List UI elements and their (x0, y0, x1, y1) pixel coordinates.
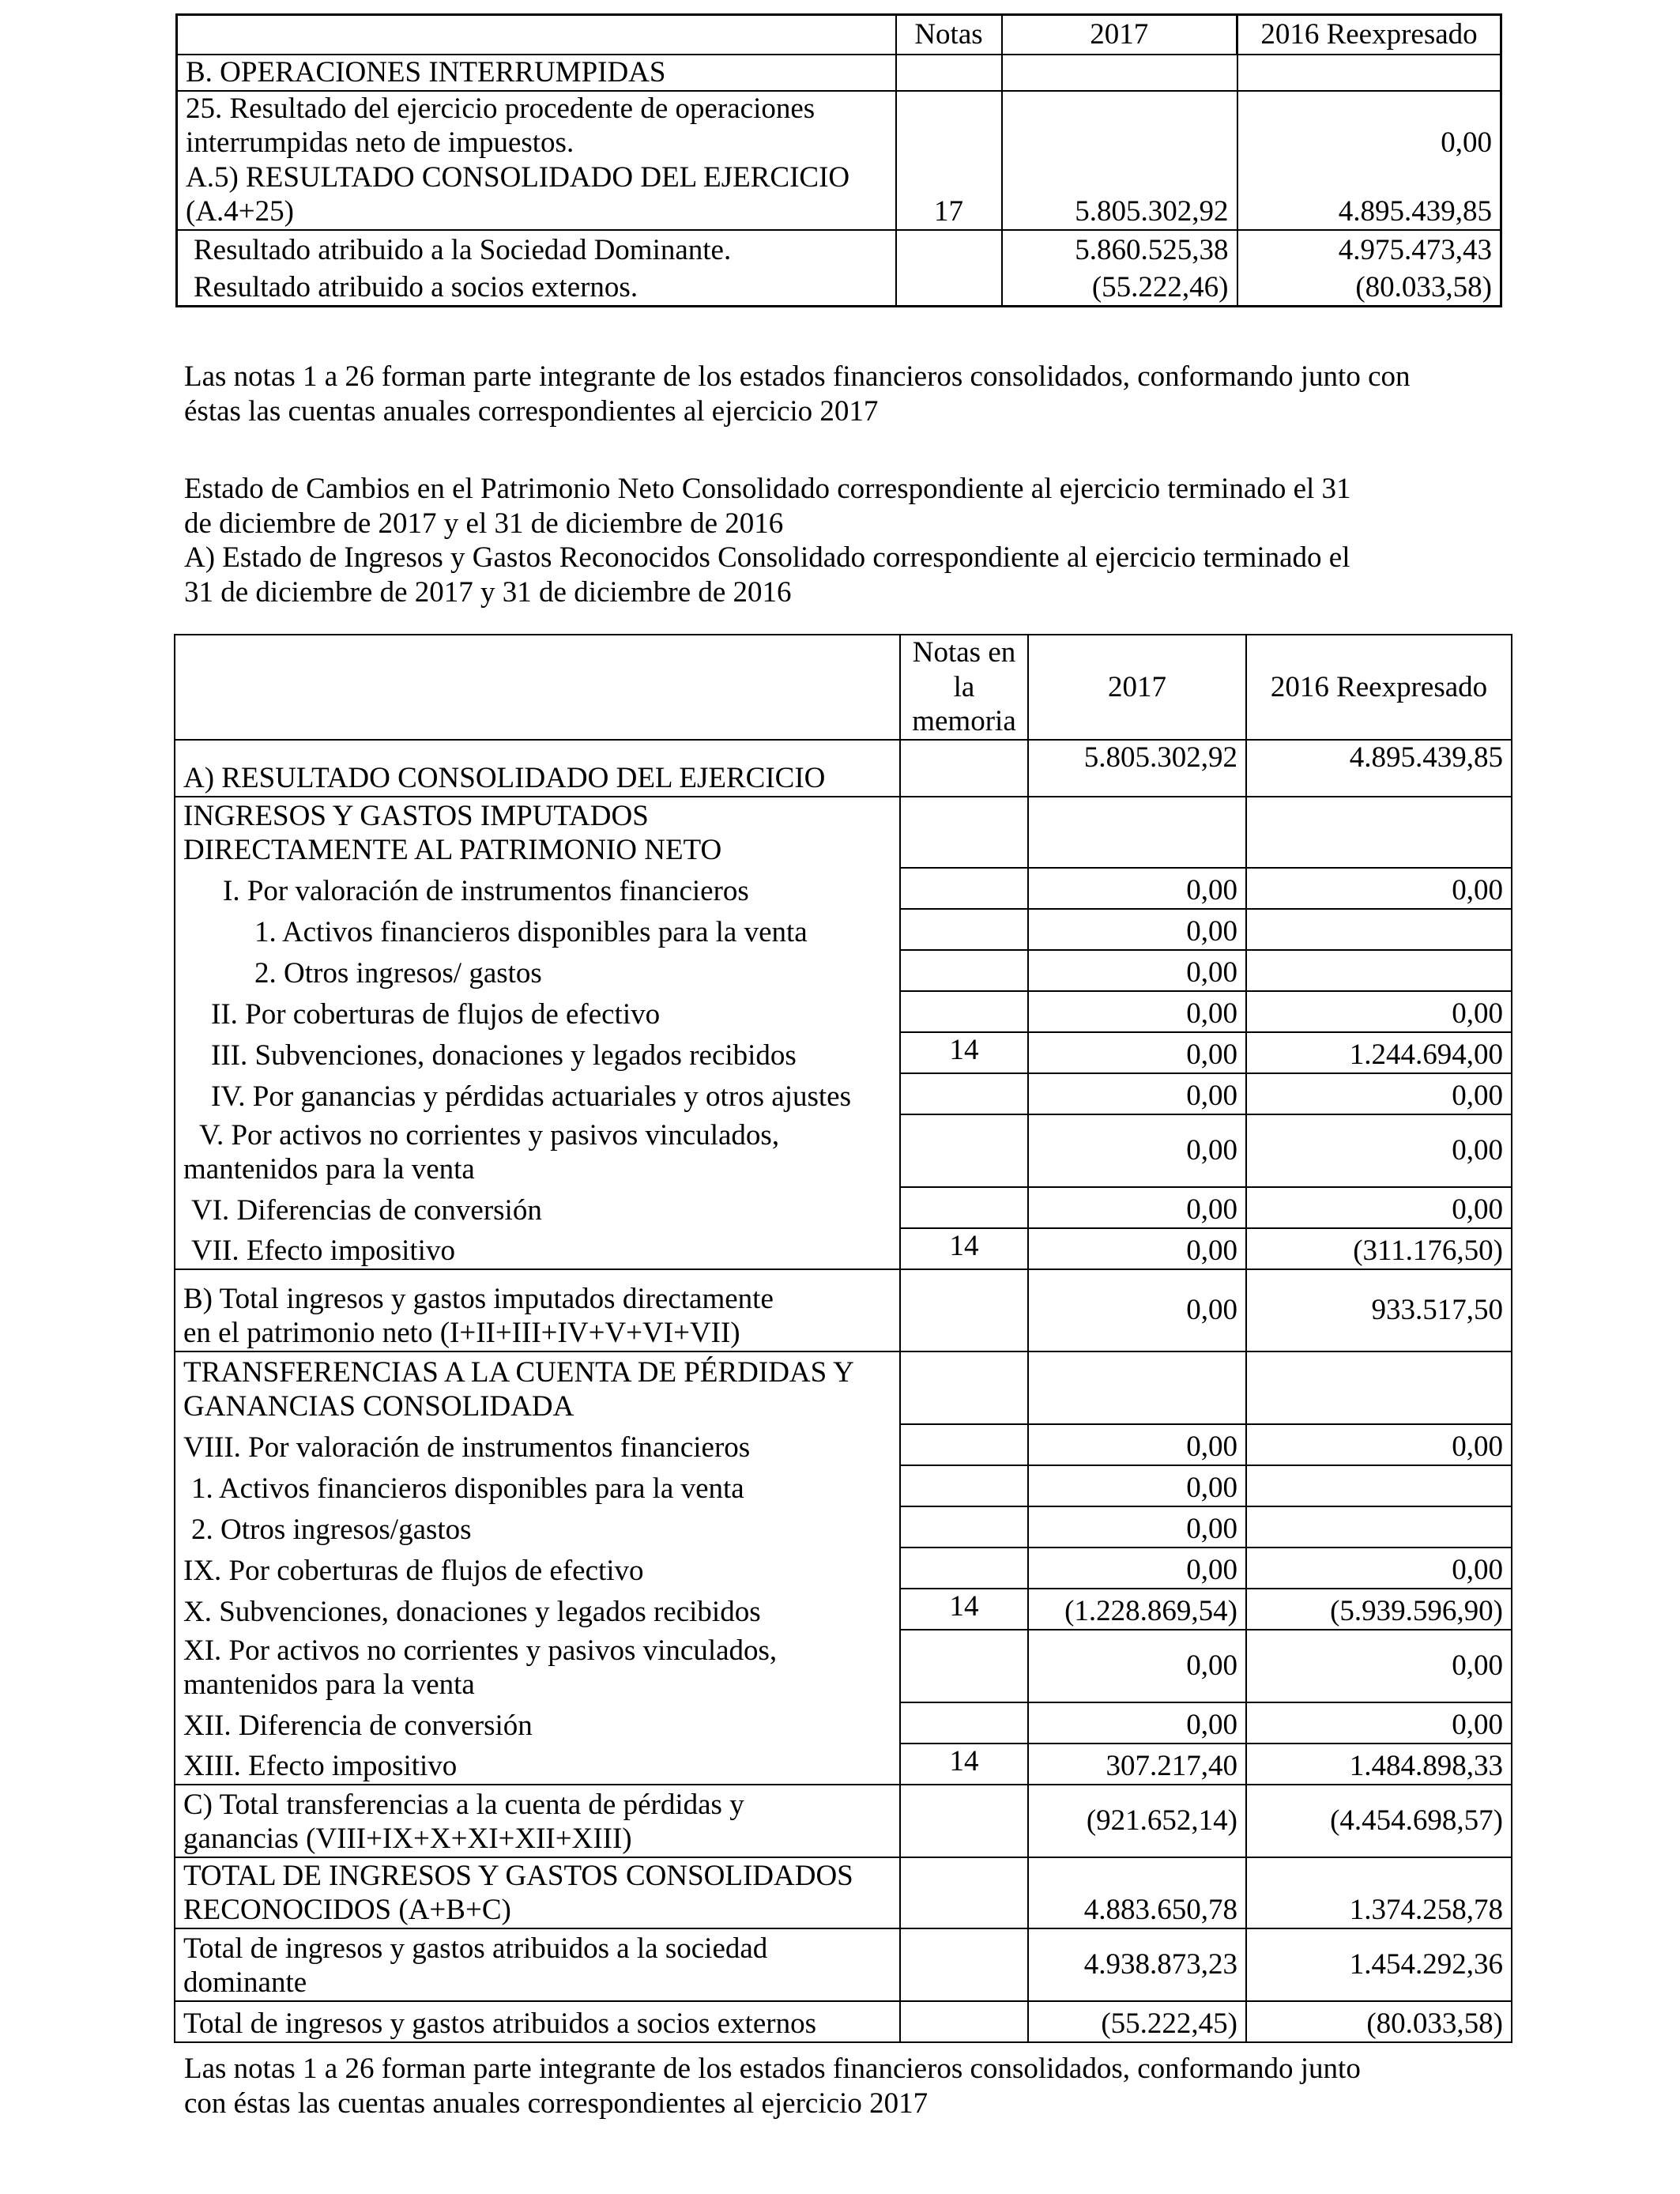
row-note (900, 1630, 1028, 1702)
row-label: XIII. Efecto impositivo (175, 1744, 900, 1785)
row-value-2017 (1028, 1351, 1246, 1424)
row-label: 1. Activos financieros disponibles para la venta (175, 909, 900, 950)
row-value-2017: 0,00 (1028, 991, 1246, 1032)
row-note (900, 1547, 1028, 1589)
row-label (177, 160, 896, 230)
table-row (175, 1744, 1512, 1785)
row-value-2017: (921.652,14) (1028, 1785, 1246, 1857)
row-note (900, 2001, 1028, 2042)
table-row (177, 55, 1501, 91)
table-header-row (175, 635, 1512, 740)
row-label (175, 797, 900, 868)
row-label (177, 91, 896, 160)
row-label: XII. Diferencia de conversión (175, 1702, 900, 1744)
table-row (175, 1785, 1512, 1857)
table-row (175, 1187, 1512, 1228)
header-notes-line-1: Notas en (912, 636, 1016, 669)
table-row (175, 1506, 1512, 1547)
table-row (177, 160, 1501, 230)
row-value-2017 (1028, 797, 1246, 868)
row-value-2016: 0,00 (1246, 991, 1512, 1032)
row-value-2016: 0,00 (1246, 1424, 1512, 1465)
row-label (175, 1114, 900, 1187)
table-row (177, 230, 1501, 268)
row-value-2016: 4.975.473,43 (1237, 230, 1501, 268)
row-label-line-2: (A.4+25) (186, 195, 294, 228)
header-notes (900, 635, 1028, 740)
row-label: VII. Efecto impositivo (175, 1228, 900, 1269)
row-value-2016 (1237, 55, 1501, 91)
row-note (900, 1114, 1028, 1187)
table-row (175, 797, 1512, 868)
row-label-line-2: mantenidos para la venta (183, 1153, 475, 1186)
row-label-line-2: RECONOCIDOS (A+B+C) (183, 1894, 511, 1927)
notes-paragraph-2-line-1: Las notas 1 a 26 forman parte integrante de los estados financieros consolidados, conformando junto (184, 2053, 1361, 2085)
row-value-2017: 0,00 (1028, 950, 1246, 991)
row-value-2016 (1246, 950, 1512, 991)
table-row (175, 1465, 1512, 1506)
row-label (175, 1351, 900, 1424)
row-label (175, 1630, 900, 1702)
row-value-2016: 1.484.898,33 (1246, 1744, 1512, 1785)
row-value-2017: 0,00 (1028, 1630, 1246, 1702)
table-row (175, 1424, 1512, 1465)
row-value-2017: 0,00 (1028, 1073, 1246, 1114)
row-value-2017: 0,00 (1028, 1032, 1246, 1073)
table-row (175, 2001, 1512, 2042)
row-note (900, 991, 1028, 1032)
row-value-2016: 1.454.292,36 (1246, 1928, 1512, 2001)
recognized-income-expense-table (174, 634, 1512, 2043)
row-note (896, 91, 1002, 160)
row-label (175, 1928, 900, 2001)
row-label: Total de ingresos y gastos atribuidos a socios externos (175, 2001, 900, 2042)
row-note (900, 1785, 1028, 1857)
row-note (900, 1424, 1028, 1465)
row-value-2016: 4.895.439,85 (1237, 160, 1501, 230)
table-row (175, 950, 1512, 991)
row-value-2016: 0,00 (1246, 1187, 1512, 1228)
row-note: 17 (896, 160, 1002, 230)
row-note (900, 1187, 1028, 1228)
notes-paragraph-2-line-2: con éstas las cuentas anuales correspondientes al ejercicio 2017 (184, 2087, 929, 2120)
row-value-2016: 0,00 (1246, 1702, 1512, 1744)
row-value-2016: (4.454.698,57) (1246, 1785, 1512, 1857)
row-value-2017: 5.805.302,92 (1002, 160, 1237, 230)
row-value-2017: 4.938.873,23 (1028, 1928, 1246, 2001)
table-row (175, 1928, 1512, 2001)
row-label: I. Por valoración de instrumentos financieros (175, 868, 900, 909)
row-note (900, 1928, 1028, 2001)
statement-title-line-1: Estado de Cambios en el Patrimonio Neto Consolidado correspondiente al ejercicio terminado el 31 (184, 473, 1351, 505)
row-value-2017 (1002, 91, 1237, 160)
table-row (175, 1228, 1512, 1269)
row-note (900, 1702, 1028, 1744)
row-label-line-1: Total de ingresos y gastos atribuidos a la sociedad (183, 1932, 768, 1965)
row-value-2016: 0,00 (1246, 1073, 1512, 1114)
row-label (175, 1785, 900, 1857)
table-row (175, 1114, 1512, 1187)
table-header-row (177, 15, 1501, 55)
row-value-2016: 4.895.439,85 (1246, 740, 1512, 797)
header-2017: 2017 (1002, 15, 1237, 55)
row-label: 2. Otros ingresos/ gastos (175, 950, 900, 991)
row-value-2016 (1246, 1465, 1512, 1506)
row-value-2017: 0,00 (1028, 1465, 1246, 1506)
row-value-2017: 0,00 (1028, 1187, 1246, 1228)
row-value-2017: 5.860.525,38 (1002, 230, 1237, 268)
row-value-2017: (55.222,45) (1028, 2001, 1246, 2042)
row-value-2017: (1.228.869,54) (1028, 1589, 1246, 1630)
row-value-2016: 1.374.258,78 (1246, 1857, 1512, 1928)
row-note (900, 1351, 1028, 1424)
row-label: 2. Otros ingresos/gastos (175, 1506, 900, 1547)
row-label: B. OPERACIONES INTERRUMPIDAS (177, 55, 896, 91)
row-label: Resultado atribuido a la Sociedad Dominante. (177, 230, 896, 268)
row-value-2016 (1246, 1351, 1512, 1424)
row-value-2017: 0,00 (1028, 1269, 1246, 1351)
table-row (175, 1630, 1512, 1702)
row-value-2017: 0,00 (1028, 909, 1246, 950)
row-label-line-2: dominante (183, 1966, 307, 2000)
row-label: II. Por coberturas de flujos de efectivo (175, 991, 900, 1032)
row-label-line-1: XI. Por activos no corrientes y pasivos vinculados, (183, 1634, 778, 1667)
row-label-line-1: 25. Resultado del ejercicio procedente de operaciones (186, 92, 816, 125)
row-label-line-1: INGRESOS Y GASTOS IMPUTADOS (183, 799, 649, 832)
table-row (177, 268, 1501, 306)
header-blank-cell (175, 635, 900, 740)
row-value-2016 (1246, 909, 1512, 950)
statement-title (184, 472, 1480, 610)
row-value-2017: 0,00 (1028, 1228, 1246, 1269)
row-value-2016: (80.033,58) (1246, 2001, 1512, 2042)
row-value-2016: 0,00 (1246, 1547, 1512, 1589)
row-value-2016: 0,00 (1246, 1114, 1512, 1187)
header-notes-line-2: la (953, 670, 975, 703)
row-note (900, 1857, 1028, 1928)
row-label: III. Subvenciones, donaciones y legados recibidos (175, 1032, 900, 1073)
row-value-2017: 0,00 (1028, 1506, 1246, 1547)
notes-paragraph-2 (184, 2052, 1480, 2120)
row-note (900, 909, 1028, 950)
row-value-2017: (55.222,46) (1002, 268, 1237, 306)
table-row (175, 1547, 1512, 1589)
notes-paragraph-1-line-2: éstas las cuentas anuales correspondientes al ejercicio 2017 (184, 394, 879, 428)
row-label (175, 1269, 900, 1351)
row-value-2017: 4.883.650,78 (1028, 1857, 1246, 1928)
row-label: VI. Diferencias de conversión (175, 1187, 900, 1228)
row-label: A) RESULTADO CONSOLIDADO DEL EJERCICIO (175, 740, 900, 797)
row-label-line-1: A.5) RESULTADO CONSOLIDADO DEL EJERCICIO (186, 160, 850, 194)
header-notes: Notas (896, 15, 1002, 55)
row-label: 1. Activos financieros disponibles para la venta (175, 1465, 900, 1506)
header-notes-line-3: memoria (912, 705, 1016, 738)
row-label: VIII. Por valoración de instrumentos financieros (175, 1424, 900, 1465)
row-note (900, 740, 1028, 797)
row-note (900, 797, 1028, 868)
row-note (900, 1506, 1028, 1547)
notes-paragraph-1 (184, 360, 1480, 428)
row-label-line-1: C) Total transferencias a la cuenta de pérdidas y (183, 1788, 744, 1821)
row-label-line-2: DIRECTAMENTE AL PATRIMONIO NETO (183, 834, 722, 867)
row-value-2016: 1.244.694,00 (1246, 1032, 1512, 1073)
statement-subtitle-line-2: 31 de diciembre de 2017 y 31 de diciembre de 2016 (184, 575, 792, 609)
table-row (175, 1702, 1512, 1744)
row-label: IX. Por coberturas de flujos de efectivo (175, 1547, 900, 1589)
row-note (896, 230, 1002, 268)
table-row (175, 1589, 1512, 1630)
row-note (900, 950, 1028, 991)
table-row (175, 1269, 1512, 1351)
row-value-2017: 0,00 (1028, 1424, 1246, 1465)
table-row (175, 1351, 1512, 1424)
row-value-2017: 0,00 (1028, 1702, 1246, 1744)
row-label-line-1: B) Total ingresos y gastos imputados directamente (183, 1282, 774, 1315)
row-note (900, 1073, 1028, 1114)
row-note: 14 (900, 1032, 1028, 1073)
table-row (175, 1032, 1512, 1073)
row-value-2016 (1246, 797, 1512, 868)
row-value-2016: 0,00 (1246, 868, 1512, 909)
row-note (896, 55, 1002, 91)
row-value-2017: 0,00 (1028, 1547, 1246, 1589)
header-2016: 2016 Reexpresado (1237, 15, 1501, 55)
row-label-line-1: TRANSFERENCIAS A LA CUENTA DE PÉRDIDAS Y (183, 1355, 854, 1389)
table-row (175, 991, 1512, 1032)
header-blank-cell (177, 15, 896, 55)
row-value-2017: 0,00 (1028, 868, 1246, 909)
header-2016: 2016 Reexpresado (1246, 635, 1512, 740)
row-label: Resultado atribuido a socios externos. (177, 268, 896, 306)
row-value-2017: 5.805.302,92 (1028, 740, 1246, 797)
table-row (175, 740, 1512, 797)
row-value-2017 (1002, 55, 1237, 91)
row-value-2016: (5.939.596,90) (1246, 1589, 1512, 1630)
row-label-line-2: GANANCIAS CONSOLIDADA (183, 1390, 574, 1423)
table-row (175, 868, 1512, 909)
row-label-line-2: interrumpidas neto de impuestos. (186, 126, 574, 160)
row-label-line-2: ganancias (VIII+IX+X+XI+XII+XIII) (183, 1823, 632, 1856)
row-value-2016: (311.176,50) (1246, 1228, 1512, 1269)
row-label-line-2: en el patrimonio neto (I+II+III+IV+V+VI+VII) (183, 1317, 740, 1350)
table-row (177, 91, 1501, 160)
row-value-2016 (1246, 1506, 1512, 1547)
row-label-line-1: TOTAL DE INGRESOS Y GASTOS CONSOLIDADOS (183, 1859, 853, 1892)
row-note: 14 (900, 1589, 1028, 1630)
table-row (175, 909, 1512, 950)
row-label-line-1: V. Por activos no corrientes y pasivos vinculados, (199, 1118, 780, 1152)
row-value-2017: 307.217,40 (1028, 1744, 1246, 1785)
row-label: X. Subvenciones, donaciones y legados recibidos (175, 1589, 900, 1630)
row-note: 14 (900, 1228, 1028, 1269)
statement-title-line-2: de diciembre de 2017 y el 31 de diciembre de 2016 (184, 507, 784, 540)
row-value-2016: 0,00 (1237, 91, 1501, 160)
table-row (175, 1857, 1512, 1928)
table-row (175, 1073, 1512, 1114)
row-label: IV. Por ganancias y pérdidas actuariales y otros ajustes (175, 1073, 900, 1114)
header-2017: 2017 (1028, 635, 1246, 740)
row-value-2016: 933.517,50 (1246, 1269, 1512, 1351)
notes-paragraph-1-line-1: Las notas 1 a 26 forman parte integrante de los estados financieros consolidados, conformando junto con (184, 360, 1411, 393)
statement-subtitle-line-1: A) Estado de Ingresos y Gastos Reconocidos Consolidado correspondiente al ejercicio terminado el (184, 541, 1350, 575)
row-note (896, 268, 1002, 306)
income-statement-continuation-table (175, 13, 1502, 307)
row-value-2016: (80.033,58) (1237, 268, 1501, 306)
row-label (175, 1857, 900, 1928)
row-note (900, 1269, 1028, 1351)
row-note (900, 868, 1028, 909)
row-value-2016: 0,00 (1246, 1630, 1512, 1702)
row-note (900, 1465, 1028, 1506)
row-label-line-2: mantenidos para la venta (183, 1668, 475, 1702)
row-note: 14 (900, 1744, 1028, 1785)
row-value-2017: 0,00 (1028, 1114, 1246, 1187)
